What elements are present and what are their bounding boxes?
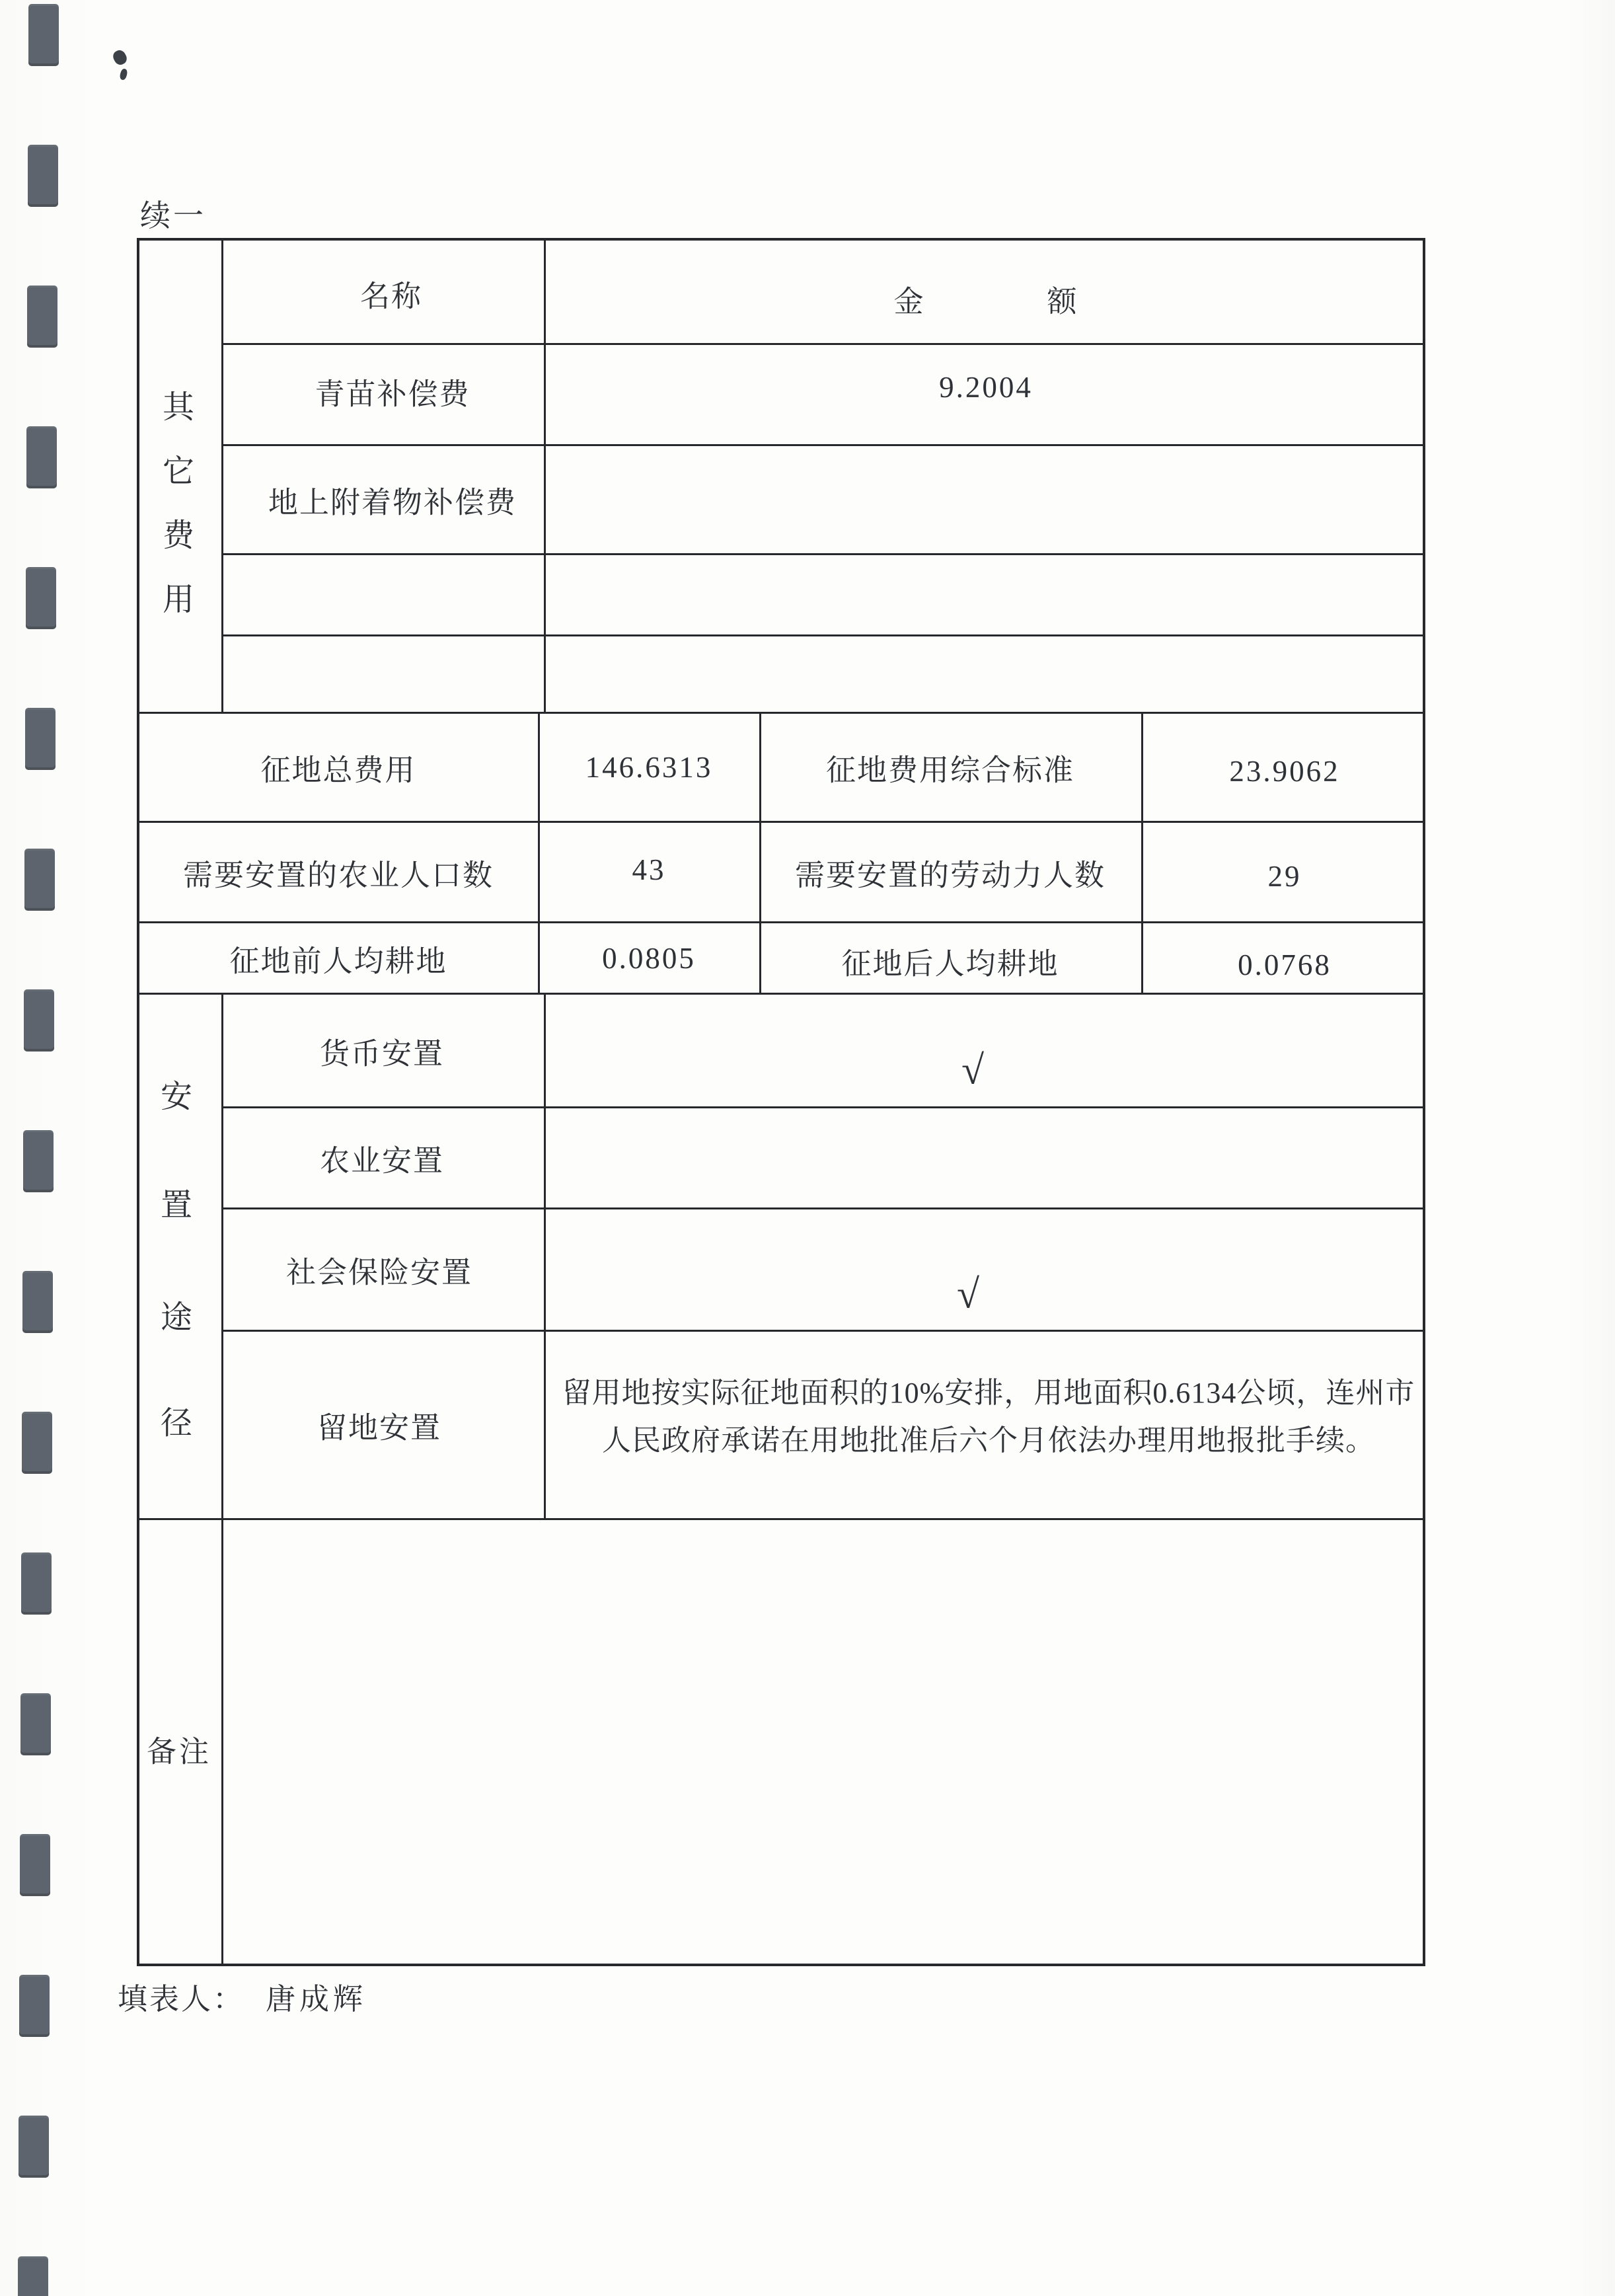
table-border [221,241,223,712]
table-border [139,993,1423,995]
table-border [538,712,540,993]
resettlement-label: 货币安置 [319,1037,445,1071]
resettlement-header-char: 置 [160,1188,194,1223]
continuation-label: 续一 [140,199,206,233]
binder-hole [22,1412,52,1474]
resettlement-label: 留地安置 [317,1411,442,1445]
table-border [1141,712,1143,993]
binder-hole [20,1693,51,1755]
binder-hole [27,286,57,348]
name-column-header: 名称 [359,280,423,313]
summary-label: 征地总费用 [260,753,416,787]
checkmark: √ [961,1048,986,1093]
summary-value: 146.6313 [585,751,713,784]
table-border [139,921,1423,923]
summary-label: 需要安置的农业人口数 [182,859,494,892]
summary-label: 需要安置的劳动力人数 [794,859,1106,892]
land-reservation-note-line: 人民政府承诺在用地批准后六个月依法办理用地报批手续。 [602,1424,1375,1457]
table-border [544,993,546,1518]
summary-value: 0.0805 [602,942,696,975]
binder-hole [23,1130,54,1192]
binder-hole [18,2256,48,2296]
summary-value: 29 [1267,860,1302,893]
amount-header-char: 金 [893,285,925,319]
resettlement-label: 农业安置 [319,1144,445,1178]
binder-hole [22,1271,53,1333]
fee-name: 青苗补偿费 [315,377,470,411]
table-border [139,1518,1423,1520]
binder-hole [25,708,56,770]
other-fees-header-char: 费 [162,518,196,553]
table-border [221,634,1423,636]
land-acquisition-table [137,238,1425,1966]
binder-hole [20,1834,50,1896]
table-border [221,343,1423,345]
table-border [139,712,1423,714]
amount-column-header [893,278,1078,321]
land-reservation-note-line: 留用地按实际征地面积的10%安排，用地面积0.6134公顷，连州市 [562,1377,1415,1409]
form-filler-label: 填表人： [118,1983,245,2016]
summary-value: 43 [632,853,666,886]
binder-hole [24,989,54,1052]
other-fees-header-char: 用 [162,582,196,617]
fee-name: 地上附着物补偿费 [268,486,517,519]
table-border [221,993,223,1964]
table-border [221,444,1423,446]
form-filler-line [118,1975,367,2018]
resettlement-header-char: 安 [160,1079,194,1114]
amount-header-char: 额 [1047,285,1078,319]
resettlement-header-char: 途 [160,1300,194,1335]
summary-label: 征地费用综合标准 [825,753,1075,787]
binder-hole [24,849,55,911]
table-border [221,1207,1423,1209]
binder-hole [26,426,57,488]
binder-hole [21,1552,52,1615]
summary-label: 征地后人均耕地 [841,947,1059,981]
table-border [221,553,1423,555]
summary-label: 征地前人均耕地 [229,944,447,978]
ink-mark [119,68,128,81]
binder-hole [28,145,58,207]
binder-hole [28,4,59,66]
table-border [544,241,546,712]
binder-hole [19,2116,49,2178]
binder-hole [19,1975,50,2037]
table-border [759,712,761,993]
checkmark: √ [956,1272,981,1317]
table-border [139,821,1423,823]
table-border [221,1106,1423,1108]
form-filler-name: 唐成辉 [266,1983,367,2016]
summary-value: 23.9062 [1229,755,1340,788]
remarks-label: 备注 [146,1735,212,1769]
resettlement-label: 社会保险安置 [285,1256,473,1289]
resettlement-header-char: 径 [160,1406,194,1441]
other-fees-header-char: 其 [162,390,196,425]
other-fees-header-char: 它 [162,454,196,489]
land-reservation-note [549,1369,1428,1465]
table-border [221,1330,1423,1332]
binder-hole [26,567,56,629]
fee-amount: 9.2004 [939,371,1033,404]
ink-mark [111,48,129,67]
summary-value: 0.0768 [1238,948,1332,981]
